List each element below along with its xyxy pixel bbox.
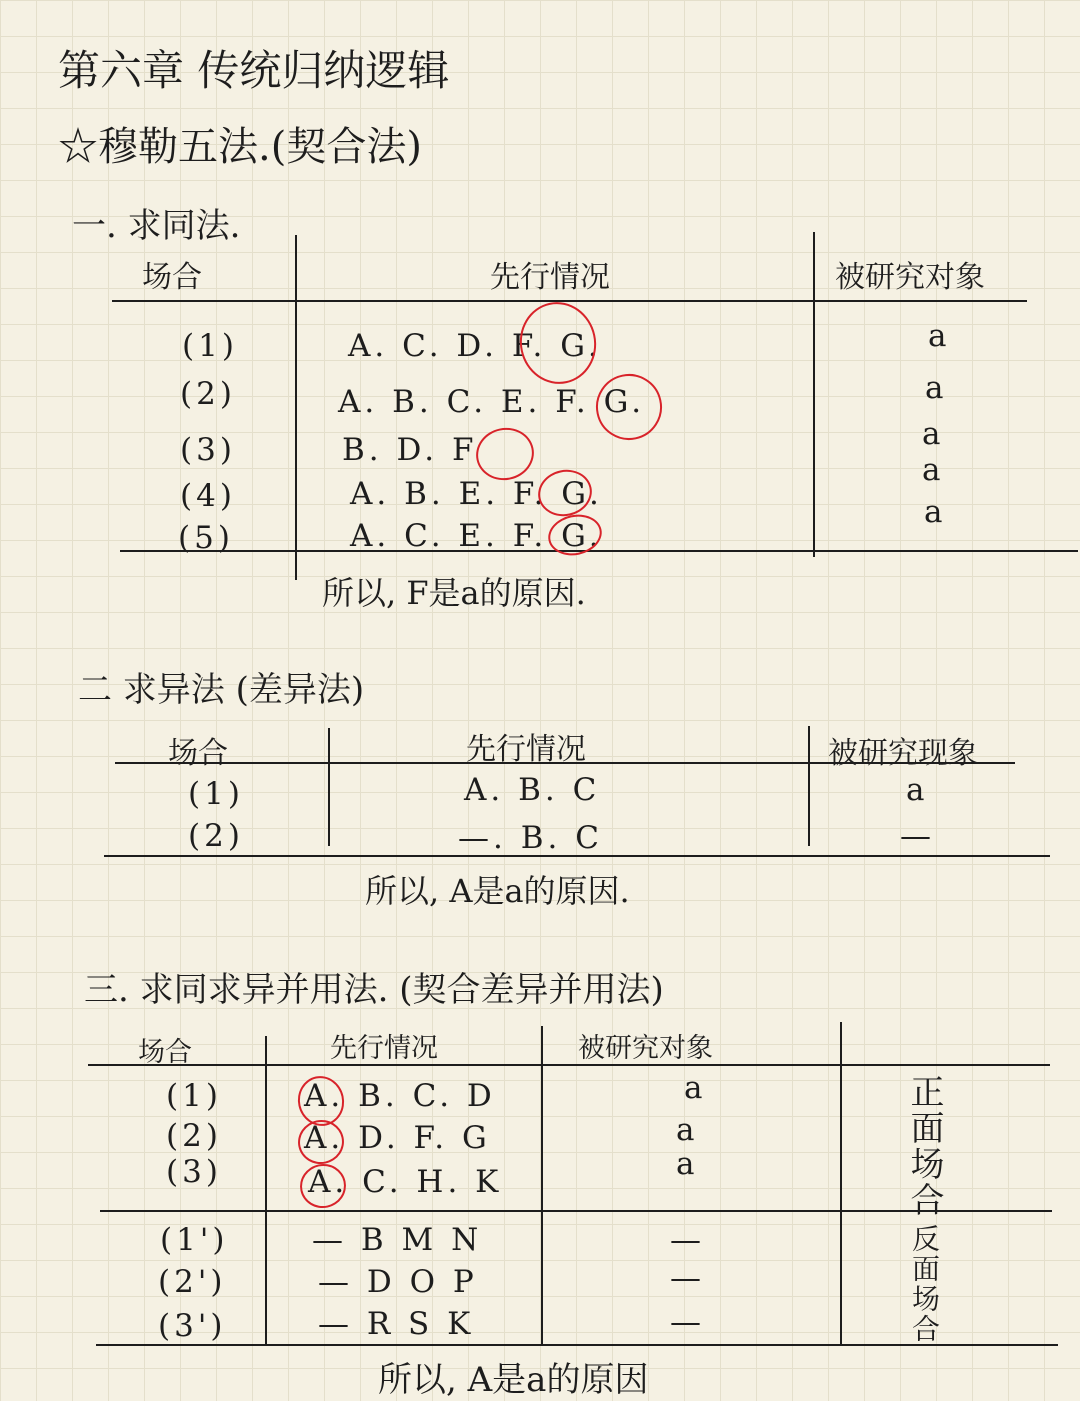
s3-row1-conditions: A. B. C. D — [304, 1078, 496, 1114]
s3-row2-case: (2) — [166, 1118, 222, 1154]
s1-row2-object: a — [925, 370, 948, 406]
s2-conclusion: 所以, A是a的原因. — [365, 872, 630, 910]
s1-row4-case: (4) — [180, 478, 236, 514]
highlight-circle — [512, 295, 603, 391]
s2-row1-case: (1) — [188, 776, 244, 812]
s3-row6-case: (3') — [158, 1308, 227, 1344]
s3-side-positive: 正面场合 — [904, 1074, 944, 1218]
s1-row2-case: (2) — [180, 376, 236, 412]
s2-col-divider-2 — [808, 726, 810, 846]
s1-row5-conditions: A. C. E. F. G. — [350, 518, 603, 554]
s2-row1-object: a — [906, 772, 929, 808]
s3-row1-object: a — [684, 1070, 707, 1106]
s3-row1-case: (1) — [166, 1078, 222, 1114]
s1-row4-conditions: A. B. E. F. G. — [350, 476, 603, 512]
s2-row1-conditions: A. B. C — [464, 772, 601, 808]
s3-conclusion: 所以, A是a的原因 — [378, 1360, 649, 1400]
s3-col-divider-1 — [265, 1036, 267, 1346]
s3-header-case: 场合 — [138, 1037, 192, 1068]
s2-row2-conditions: —. B. C — [458, 820, 603, 856]
s1-header-object: 被研究对象 — [835, 260, 985, 295]
section-2-heading: 二 求异法 (差异法) — [78, 670, 365, 710]
s3-row3-conditions: A. C. H. K — [308, 1164, 503, 1200]
s1-row5-object: a — [924, 494, 947, 530]
s1-header-conditions: 先行情况 — [490, 260, 610, 295]
s1-row5-case: (5) — [178, 520, 234, 556]
s3-row2-object: a — [676, 1112, 699, 1148]
s1-row3-object: a — [922, 416, 945, 452]
s3-row5-case: (2') — [158, 1264, 227, 1300]
s3-row2-conditions: A. D. F. G — [304, 1120, 491, 1156]
s1-row1-conditions: A. C. D. F. G. — [348, 328, 602, 364]
s1-conclusion: 所以, F是a的原因. — [322, 574, 586, 612]
s1-row3-conditions: B. D. F — [342, 432, 478, 468]
s1-header-case: 场合 — [142, 260, 202, 295]
highlight-circle — [534, 465, 596, 521]
s1-col-divider-1 — [295, 235, 297, 580]
s1-row1-object: a — [928, 318, 951, 354]
s3-col-divider-3 — [840, 1022, 842, 1346]
s1-row4-object: a — [922, 452, 945, 488]
s1-row3-case: (3) — [180, 432, 236, 468]
s3-row3-object: a — [676, 1146, 699, 1182]
s2-col-divider-1 — [328, 728, 330, 846]
s1-col-divider-2 — [813, 232, 815, 557]
s3-row5-conditions: — D O P — [318, 1264, 478, 1300]
page-subtitle: ☆穆勒五法.(契合法) — [58, 124, 422, 170]
s1-row2-conditions: A. B. C. E. F. G. — [338, 384, 646, 420]
s2-row2-case: (2) — [188, 818, 244, 854]
s1-row1-case: (1) — [182, 328, 238, 364]
s3-side-negative: 反面场合 — [908, 1224, 941, 1344]
s2-header-case: 场合 — [168, 736, 228, 771]
s3-row5-object: — — [670, 1260, 705, 1296]
s3-row4-case: (1') — [160, 1222, 229, 1258]
s3-row4-conditions: — B M N — [312, 1222, 483, 1258]
s1-header-rule — [112, 300, 1027, 302]
s3-header-conditions: 先行情况 — [330, 1033, 438, 1064]
section-1-heading: 一. 求同法. — [72, 206, 241, 246]
highlight-circle — [590, 368, 668, 446]
s3-header-rule — [88, 1064, 1050, 1066]
s2-row2-object: — — [900, 818, 935, 854]
s3-row6-conditions: — R S K — [318, 1306, 475, 1342]
s3-row3-case: (3) — [166, 1154, 222, 1190]
page-title: 第六章 传统归纳逻辑 — [58, 46, 450, 95]
s3-col-divider-2 — [541, 1026, 543, 1346]
s3-row6-object: — — [670, 1304, 705, 1340]
section-3-heading: 三. 求同求异并用法. (契合差异并用法) — [84, 970, 664, 1010]
s3-bottom-rule — [96, 1344, 1058, 1346]
s3-header-object: 被研究对象 — [578, 1033, 713, 1064]
s2-header-conditions: 先行情况 — [466, 732, 586, 767]
s2-header-object: 被研究现象 — [828, 736, 978, 771]
s3-row4-object: — — [670, 1222, 705, 1258]
